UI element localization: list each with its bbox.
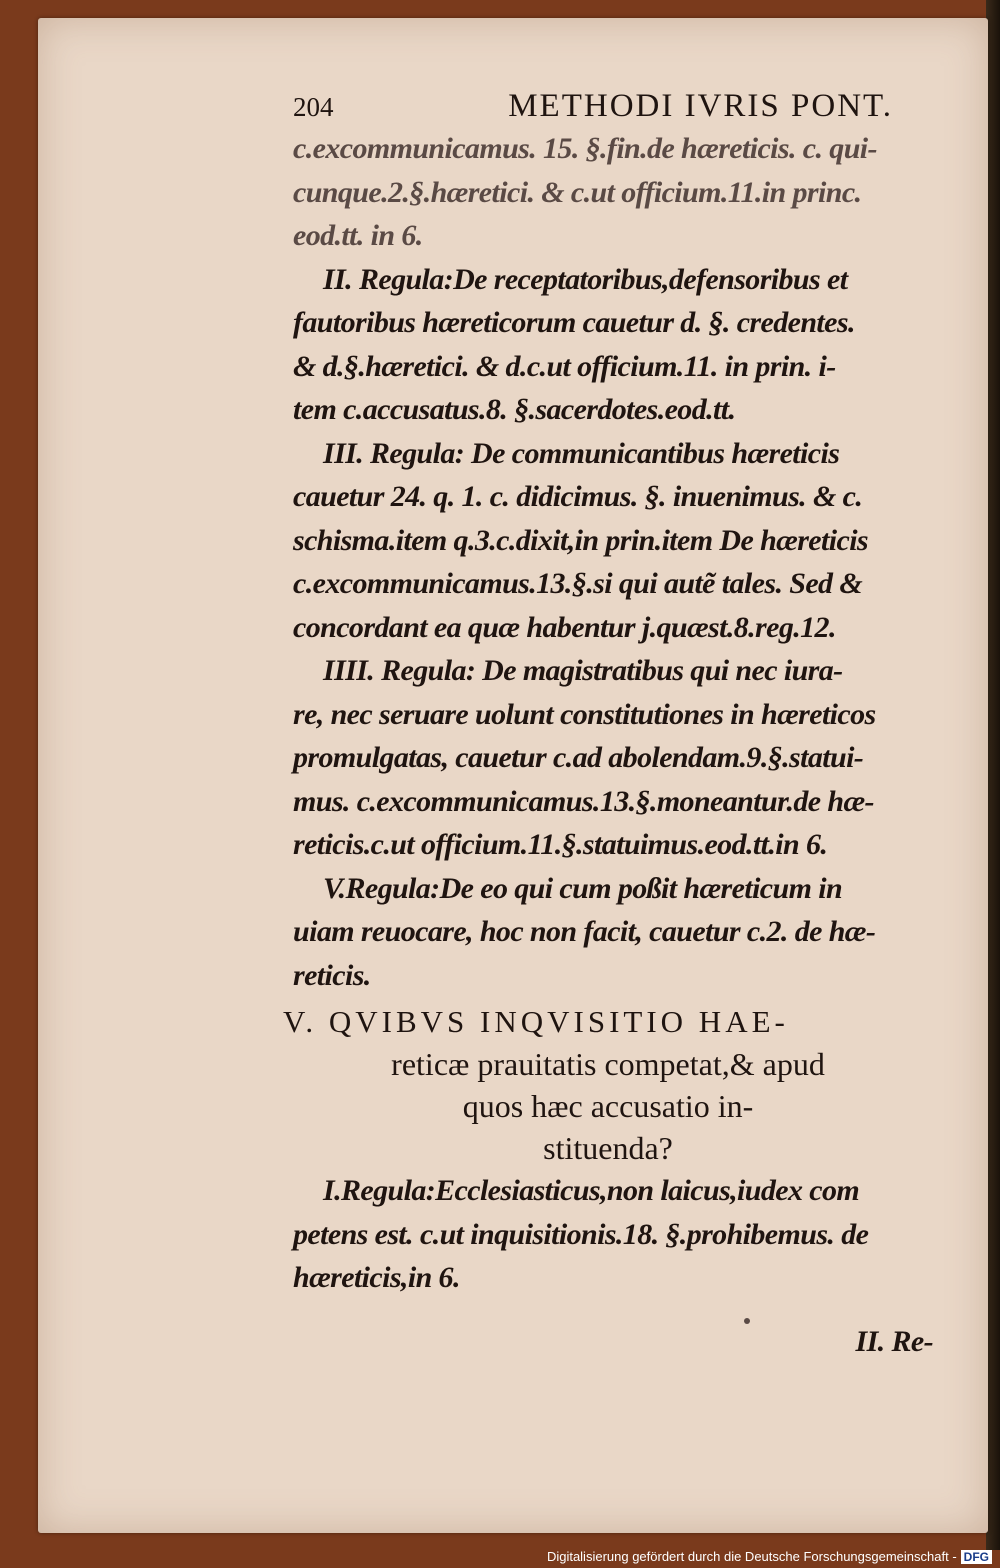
text-line: reticis.c.ut officium.11.§.statuimus.eod.tt.in 6. <box>293 828 828 861</box>
book-page <box>38 18 988 1533</box>
credit-text: Digitalisierung gefördert durch die Deutsche Forschungsgemeinschaft - <box>546 1549 957 1564</box>
text-line: cunque.2.§.hæretici. & c.ut officium.11.in princ. <box>293 175 862 209</box>
text-line: c.excommunicamus. 15. §.fin.de hæreticis. c. qui- <box>293 132 877 165</box>
text-line: concordant ea quæ habentur j.quæst.8.reg.12. <box>293 610 836 644</box>
text-line: eod.tt. in 6. <box>293 219 423 252</box>
digitization-credit <box>547 1549 992 1564</box>
rule-v-first-line: V.Regula:De eo qui cum poßit hæreticum in <box>323 871 843 905</box>
section-heading-line: stituenda? <box>543 1130 673 1166</box>
section-heading-line: reticæ prauitatis competat,& apud <box>391 1046 825 1082</box>
text-line: petens est. c.ut inquisitionis.18. §.prohibemus. de <box>293 1217 869 1251</box>
section-heading-title: V. QVIBVS INQVISITIO HAE- <box>283 1004 789 1039</box>
text-line: re, nec seruare uolunt constitutiones in hæreticos <box>293 697 876 731</box>
dfg-logo: DFG <box>961 1550 992 1564</box>
text-line: reticis. <box>293 958 371 992</box>
text-line: uiam reuocare, hoc non facit, cauetur c.2. de hæ- <box>293 915 876 948</box>
text-line: fautoribus hæreticorum cauetur d. §. credentes. <box>293 306 855 339</box>
page-text-block <box>283 88 933 1363</box>
text-line: & d.§.hæretici. & d.c.ut officium.11. in prin. i- <box>293 349 836 383</box>
rule-iii-first-line: III. Regula: De communicantibus hæreticis <box>323 436 840 470</box>
rule-i-first-line: I.Regula:Ecclesiasticus,non laicus,iudex com <box>323 1174 860 1207</box>
text-line: hæreticis,in 6. <box>293 1261 460 1294</box>
text-line: mus. c.excommunicamus.13.§.moneantur.de hæ- <box>293 784 874 818</box>
text-line: cauetur 24. q. 1. c. didicimus. §. inuenimus. & c. <box>293 480 863 513</box>
book-spine-edge <box>986 0 1000 1550</box>
running-title: METHODI IVRIS PONT. <box>508 88 893 124</box>
catchword: II. Re- <box>855 1324 933 1358</box>
ink-spot <box>744 1318 750 1324</box>
page-number: 204 <box>293 92 334 122</box>
text-line: c.excommunicamus.13.§.si qui autẽ tales. Sed & <box>293 567 863 600</box>
rule-ii-first-line: II. Regula:De receptatoribus,defensoribus et <box>323 262 848 296</box>
running-header <box>293 88 933 125</box>
rule-iiii-first-line: IIII. Regula: De magistratibus qui nec iura- <box>323 654 843 687</box>
text-line: tem c.accusatus.8. §.sacerdotes.eod.tt. <box>293 393 736 426</box>
text-line: schisma.item q.3.c.dixit,in prin.item De hæreticis <box>293 523 869 557</box>
text-line: promulgatas, cauetur c.ad abolendam.9.§.statui- <box>293 741 864 774</box>
section-heading-line: quos hæc accusatio in- <box>462 1088 754 1124</box>
